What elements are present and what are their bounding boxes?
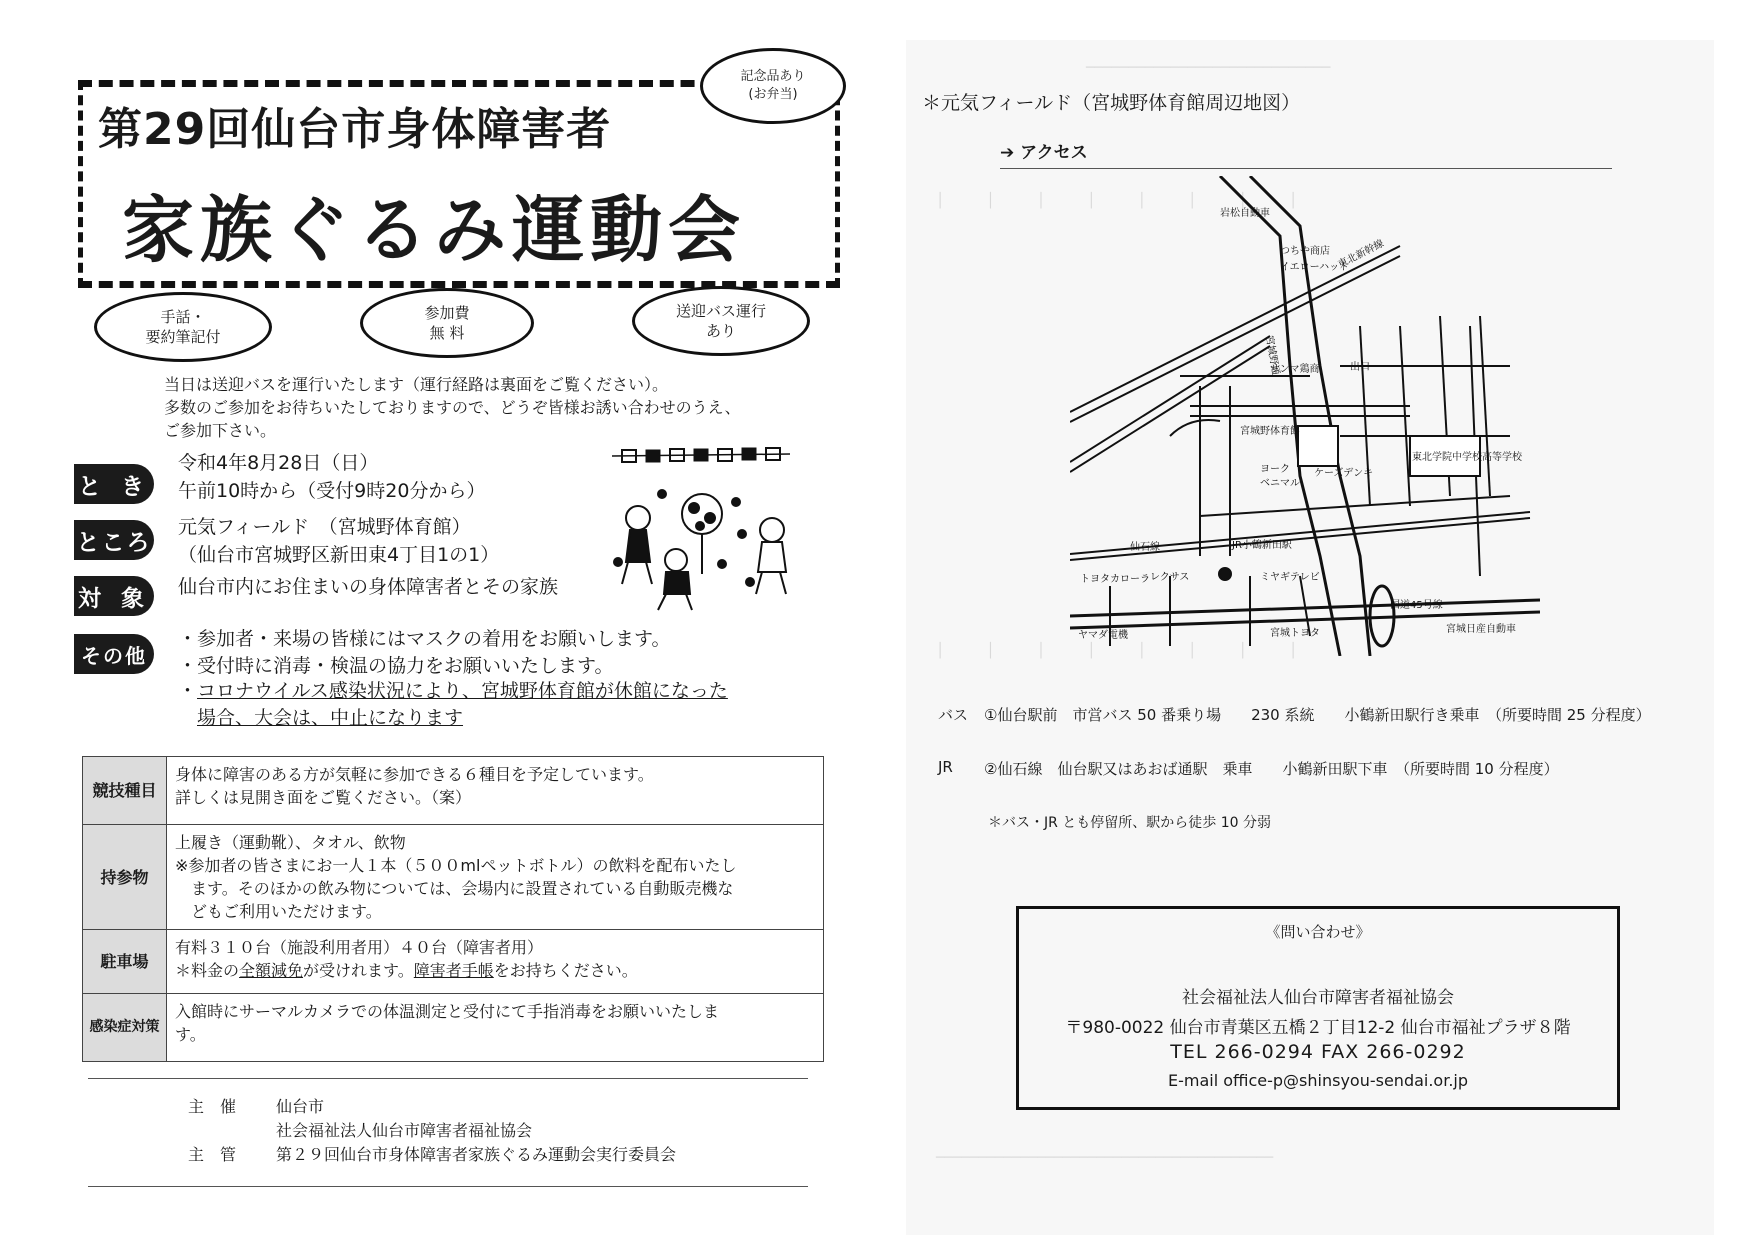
when-date: 令和4年8月28日（日） bbox=[178, 452, 379, 474]
infection-head: 感染症対策 bbox=[83, 994, 167, 1062]
contact-phone: TEL 266-0294 FAX 266-0292 bbox=[1170, 1041, 1466, 1063]
parking-line-2e: をお持ちください。 bbox=[493, 961, 638, 980]
map-label: 東北新幹線 bbox=[1336, 238, 1386, 271]
venue-area-map bbox=[1070, 176, 1540, 656]
infection-line-2: す。 bbox=[175, 1025, 206, 1044]
access-underline bbox=[1000, 168, 1612, 169]
map-label: 宮城日産自動車 bbox=[1446, 624, 1516, 635]
tohoku-shinkansen-line bbox=[1070, 246, 1400, 412]
map-label: ヨーク bbox=[1260, 464, 1290, 475]
badge-sign-language bbox=[94, 292, 272, 362]
map-label: ケーズデンキ bbox=[1314, 468, 1374, 479]
map-label: 出口 bbox=[1350, 362, 1370, 373]
bleed-through-shadow: ───────────────────────────── bbox=[1086, 60, 1331, 76]
bleed-through-shadow: │ │ │ │ │ │ │ │ bbox=[936, 643, 1298, 659]
badge-shuttle-bus bbox=[632, 286, 810, 356]
target-text: 仙台市内にお住まいの身体障害者とその家族 bbox=[178, 576, 559, 598]
tohoku-main-line bbox=[1070, 336, 1270, 462]
other-warning: ・コロナウイルス感染状況により、宮城野体育館が休館になった 場合、大会は、中止になります bbox=[178, 680, 728, 729]
host-label: 主 催 bbox=[188, 1097, 237, 1116]
contact-org: 社会福祉法人仙台市障害者福祉協会 bbox=[1182, 988, 1454, 1008]
walker-icon: ➔ bbox=[1000, 143, 1015, 163]
parking-line-2c: が受けれます。 bbox=[303, 961, 414, 980]
map-label: ヤマダ電機 bbox=[1078, 630, 1128, 641]
where-label: ところ bbox=[74, 520, 154, 560]
table-row bbox=[83, 757, 824, 825]
manage-committee: 第２９回仙台市身体障害者家族ぐるみ運動会実行委員会 bbox=[276, 1145, 677, 1164]
map-label: 東北学院中学校高等学校 bbox=[1412, 452, 1522, 463]
title-line-2: 家族ぐるみ運動会 bbox=[122, 188, 747, 272]
station-marker bbox=[1219, 568, 1231, 580]
title-line-1: 第29回仙台市身体障害者 bbox=[98, 104, 612, 155]
map-label: JR小鶴新田駅 bbox=[1232, 540, 1292, 551]
children-playing-icon bbox=[614, 490, 786, 610]
map-label: サンマ鶏商 bbox=[1270, 364, 1320, 375]
infection-body bbox=[167, 994, 824, 1062]
route-jr-mode: JR bbox=[938, 758, 953, 776]
intro-line-3: ご参加下さい。 bbox=[164, 421, 277, 440]
walk-note: ＊バス・JR とも停留所、駅から徒歩 10 分弱 bbox=[988, 815, 1272, 831]
badge-3-line-2: あり bbox=[705, 322, 736, 340]
items-head: 持参物 bbox=[83, 825, 167, 930]
when-label: と き bbox=[74, 464, 154, 504]
badge-2-line-1: 参加費 bbox=[424, 304, 470, 322]
events-line-2: 詳しくは見開き面をご覧ください。（案） bbox=[175, 788, 472, 807]
badge-free-fee bbox=[360, 288, 534, 358]
divider-top bbox=[88, 1078, 808, 1079]
parking-line-2 bbox=[175, 959, 815, 982]
items-line-1: 上履き（運動靴）、タオル、飲物 bbox=[175, 833, 406, 852]
items-line-4: どもご利用いただけます。 bbox=[175, 902, 382, 921]
parking-line-2a: ＊料金の bbox=[175, 961, 240, 980]
map-labels bbox=[1078, 206, 1523, 641]
access-label: アクセス bbox=[1020, 143, 1088, 163]
parking-body bbox=[167, 930, 824, 994]
intro-line-1: 当日は送迎バスを運行いたします（運行経路は裏面をご覧ください）。 bbox=[164, 375, 669, 394]
badge-1-line-2: 要約筆記付 bbox=[145, 328, 221, 346]
contact-address: 〒980-0022 仙台市青葉区五橋２丁目12-2 仙台市福祉プラザ８階 bbox=[1065, 1018, 1571, 1038]
bleed-through-shadow: │ │ │ │ │ │ │ │ bbox=[936, 193, 1298, 209]
parking-disability-card: 障害者手帳 bbox=[413, 961, 494, 980]
map-label: 宮城トヨタ bbox=[1270, 628, 1320, 639]
target-label: 対 象 bbox=[74, 576, 154, 616]
events-line-1: 身体に障害のある方が気軽に参加できる６種目を予定しています。 bbox=[175, 765, 654, 784]
items-line-2: ※参加者の皆さまにお一人１本（５００mlペットボトル）の飲料を配布いたし bbox=[175, 856, 737, 875]
event-info-table bbox=[82, 756, 824, 1062]
venue-building bbox=[1298, 426, 1338, 466]
events-head: 競技種目 bbox=[83, 757, 167, 825]
badge-2-line-2: 無 料 bbox=[429, 324, 465, 342]
sports-day-illustration bbox=[610, 444, 800, 614]
route-bus-mode: バス bbox=[938, 706, 969, 724]
items-body bbox=[167, 825, 824, 930]
map-label: レクサス bbox=[1150, 572, 1190, 583]
map-label: 宮城野体育館 bbox=[1240, 426, 1300, 437]
route-bus-text: ①仙台駅前 市営バス 50 番乗り場 230 系統 小鶴新田駅行き乗車 （所要時間 25 分程度） bbox=[984, 706, 1651, 724]
other-label: その他 bbox=[74, 634, 154, 674]
when-time: 午前10時から（受付9時20分から） bbox=[178, 480, 486, 502]
other-item-disinfect: ・受付時に消毒・検温の協力をお願いいたします。 bbox=[178, 655, 614, 677]
map-label: ミヤギテレビ bbox=[1260, 572, 1320, 583]
host-association: 社会福祉法人仙台市障害者福祉協会 bbox=[276, 1121, 533, 1140]
table-row bbox=[83, 930, 824, 994]
badge-3-line-1: 送迎バス運行 bbox=[675, 302, 766, 320]
map-label: つちや商店 bbox=[1280, 246, 1330, 257]
map-label: 宮城野通 bbox=[1263, 334, 1281, 376]
manage-label: 主 管 bbox=[188, 1145, 237, 1164]
warning-line-2: 場合、大会は、中止になります bbox=[197, 707, 464, 729]
route-jr-text: ②仙石線 仙台駅又はあおば通駅 乗車 小鶴新田駅下車 （所要時間 10 分程度） bbox=[984, 760, 1559, 778]
host-city: 仙台市 bbox=[276, 1097, 325, 1116]
souvenir-line-1: 記念品あり bbox=[740, 69, 806, 84]
bunting-flags-icon bbox=[612, 448, 790, 462]
map-label: イエローハット bbox=[1280, 262, 1350, 273]
bleed-through-shadow: ──────────────────────────────────────── bbox=[936, 1150, 1274, 1166]
contact-title: 《問い合わせ》 bbox=[1265, 923, 1371, 941]
badge-1-line-1: 手話・ bbox=[160, 308, 206, 326]
divider-bottom bbox=[88, 1186, 808, 1187]
map-label: 仙石線 bbox=[1130, 542, 1160, 553]
other-item-mask: ・参加者・来場の皆様にはマスクの着用をお願いします。 bbox=[178, 628, 671, 650]
map-label: 国道45号線 bbox=[1390, 600, 1443, 611]
contact-email: E-mail office-p@shinsyou-sendai.or.jp bbox=[1167, 1071, 1469, 1090]
events-body bbox=[167, 757, 824, 825]
map-label: ベニマル bbox=[1260, 478, 1300, 489]
parking-head: 駐車場 bbox=[83, 930, 167, 994]
table-row bbox=[83, 994, 824, 1062]
intro-line-2: 多数のご参加をお待ちいたしておりますので、どうぞ皆様お誘い合わせのうえ、 bbox=[164, 398, 741, 417]
map-label: トヨタカローラ bbox=[1080, 574, 1150, 585]
where-venue: 元気フィールド （宮城野体育館） bbox=[178, 516, 471, 538]
access-title bbox=[1000, 138, 1088, 163]
parking-line-1: 有料３１０台（施設利用者用）４０台（障害者用） bbox=[175, 938, 544, 957]
where-address: （仙台市宮城野区新田東4丁目1の1） bbox=[178, 544, 500, 566]
contact-box bbox=[1016, 906, 1620, 1110]
parking-full-waiver: 全額減免 bbox=[239, 961, 304, 980]
items-line-3: ます。そのほかの飲み物については、会場内に設置されている自動販売機な bbox=[175, 879, 734, 898]
souvenir-badge bbox=[700, 48, 846, 124]
map-label: 岩松自動車 bbox=[1220, 208, 1270, 219]
infection-line-1: 入館時にサーマルカメラでの体温測定と受付にて手指消毒をお願いいたしま bbox=[175, 1002, 720, 1021]
warning-line-1: コロナウイルス感染状況により、宮城野体育館が休館になった bbox=[197, 680, 728, 702]
table-row bbox=[83, 825, 824, 930]
map-heading: ＊元気フィールド（宮城野体育館周辺地図） bbox=[922, 92, 1301, 114]
souvenir-line-2: (お弁当) bbox=[748, 87, 798, 102]
